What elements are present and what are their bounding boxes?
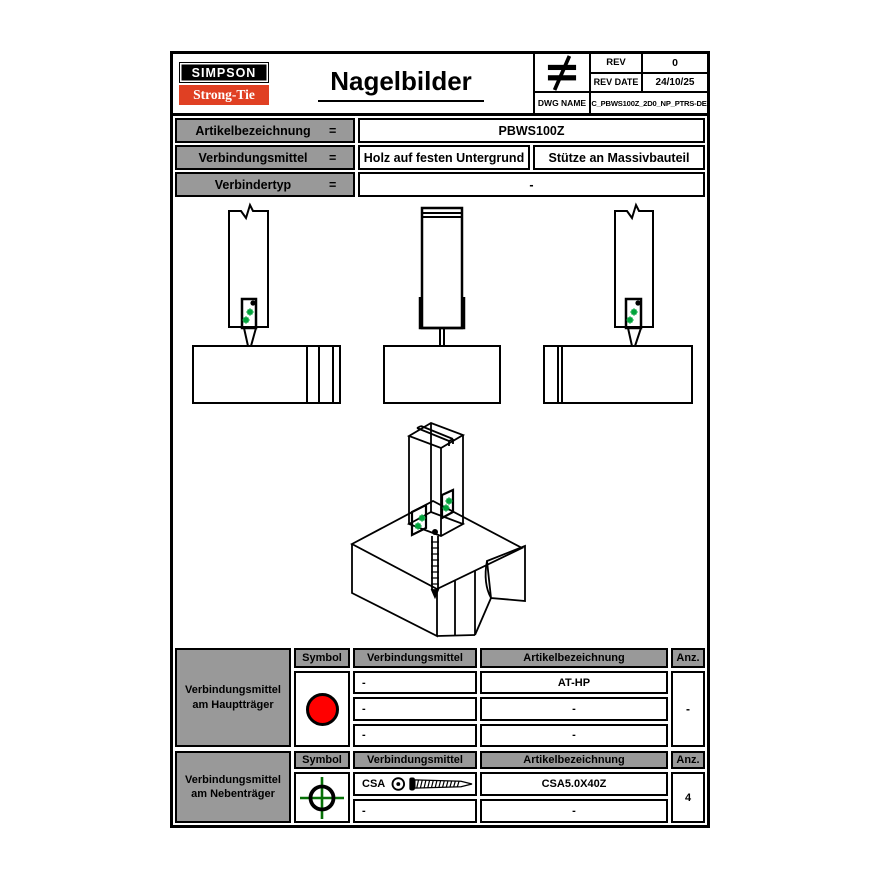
column-header-anz: Anz.: [671, 751, 705, 769]
front-view: [384, 208, 500, 403]
anchor-hole-icon: [250, 300, 255, 305]
sheet-title: Nagelbilder: [318, 66, 484, 102]
info-row-verbindungsmittel: [175, 145, 705, 170]
simpson-strongtie-logo: [173, 54, 269, 113]
rev-date-label: REV DATE: [589, 74, 641, 94]
sheet-title-wrap: [269, 54, 533, 113]
column-header-artikelbezeichnung: Artikelbezeichnung: [480, 751, 668, 769]
info-label-text: Verbindertyp: [214, 177, 292, 192]
screw-head-icon: [432, 529, 438, 535]
rev-date-value: 24/10/25: [641, 74, 707, 94]
info-value: PBWS100Z: [358, 118, 705, 143]
column-header-artikelbezeichnung: Artikelbezeichnung: [480, 648, 668, 668]
info-value-pair: [358, 145, 705, 170]
nebentraeger-symbol-cell: [294, 772, 350, 823]
table-cell-artikel: -: [480, 799, 668, 823]
table-cell-artikel: CSA5.0X40Z: [480, 772, 668, 796]
screw-icon: [390, 774, 475, 794]
haupttraeger-label: Verbindungsmittel am Hauptträger: [175, 648, 291, 747]
drawing-area: [173, 199, 707, 646]
info-label: [175, 172, 355, 197]
info-table: [173, 116, 707, 199]
revision-block: [533, 54, 707, 113]
logo-simpson: SIMPSON: [179, 62, 269, 83]
nebentraeger-label: Verbindungsmittel am Nebenträger: [175, 751, 291, 823]
column-header-verbindungsmittel: Verbindungsmittel: [353, 751, 477, 769]
first-angle-projection-icon: [540, 53, 584, 93]
projection-symbol-cell: [533, 54, 589, 93]
table-cell-vm: -: [353, 671, 477, 694]
column-header-symbol: Symbol: [294, 751, 350, 769]
rev-label: REV: [589, 54, 641, 74]
info-label-text: Verbindungsmittel: [198, 150, 308, 165]
isometric-view: [352, 423, 525, 636]
info-row-verbindertyp: [175, 172, 705, 197]
dwg-name-value: C_PBWS100Z_2D0_NP_PTRS-DE: [589, 93, 707, 113]
haupttraeger-table: [173, 646, 707, 749]
info-label-text: Artikelbezeichnung: [195, 123, 311, 138]
column-header-anz: Anz.: [671, 648, 705, 668]
info-value-left: Holz auf festen Untergrund: [358, 145, 530, 170]
column-header-symbol: Symbol: [294, 648, 350, 668]
screw-marker-icon: [446, 498, 453, 505]
dwg-name-label: DWG NAME: [533, 93, 589, 113]
screw-marker-icon: [247, 309, 254, 316]
info-row-artikelbezeichnung: [175, 118, 705, 143]
nebentraeger-table: [173, 749, 707, 825]
table-cell-vm: -: [353, 697, 477, 720]
info-label: [175, 118, 355, 143]
screw-marker-icon: [243, 317, 250, 324]
screw-code: CSA: [362, 778, 386, 790]
red-circle-icon: [306, 693, 339, 726]
table-cell-vm: -: [353, 799, 477, 823]
equals-sign: =: [329, 177, 337, 192]
equals-sign: =: [329, 123, 337, 138]
table-cell-vm: [353, 772, 477, 796]
info-value: -: [358, 172, 705, 197]
crosshair-icon: [299, 776, 345, 820]
info-label: [175, 145, 355, 170]
technical-drawing: [173, 199, 707, 646]
screw-marker-icon: [627, 317, 634, 324]
table-cell-artikel: -: [480, 697, 668, 720]
table-cell-artikel: -: [480, 724, 668, 747]
drawing-sheet: [170, 51, 710, 828]
logo-strongtie: Strong-Tie: [179, 85, 269, 105]
anchor-hole-icon: [635, 300, 640, 305]
table-cell-artikel: AT-HP: [480, 671, 668, 694]
haupttraeger-anz-cell: -: [671, 671, 705, 747]
screw-marker-icon: [631, 309, 638, 316]
screw-marker-icon: [443, 505, 450, 512]
table-cell-vm: -: [353, 724, 477, 747]
info-value-right: Stütze an Massivbauteil: [533, 145, 705, 170]
title-block: [173, 54, 707, 116]
left-view: [193, 205, 340, 403]
haupttraeger-symbol-cell: [294, 671, 350, 747]
equals-sign: =: [329, 150, 337, 165]
nebentraeger-anz-cell: 4: [671, 772, 705, 823]
column-header-verbindungsmittel: Verbindungsmittel: [353, 648, 477, 668]
right-view: [544, 205, 692, 403]
rev-value: 0: [641, 54, 707, 74]
